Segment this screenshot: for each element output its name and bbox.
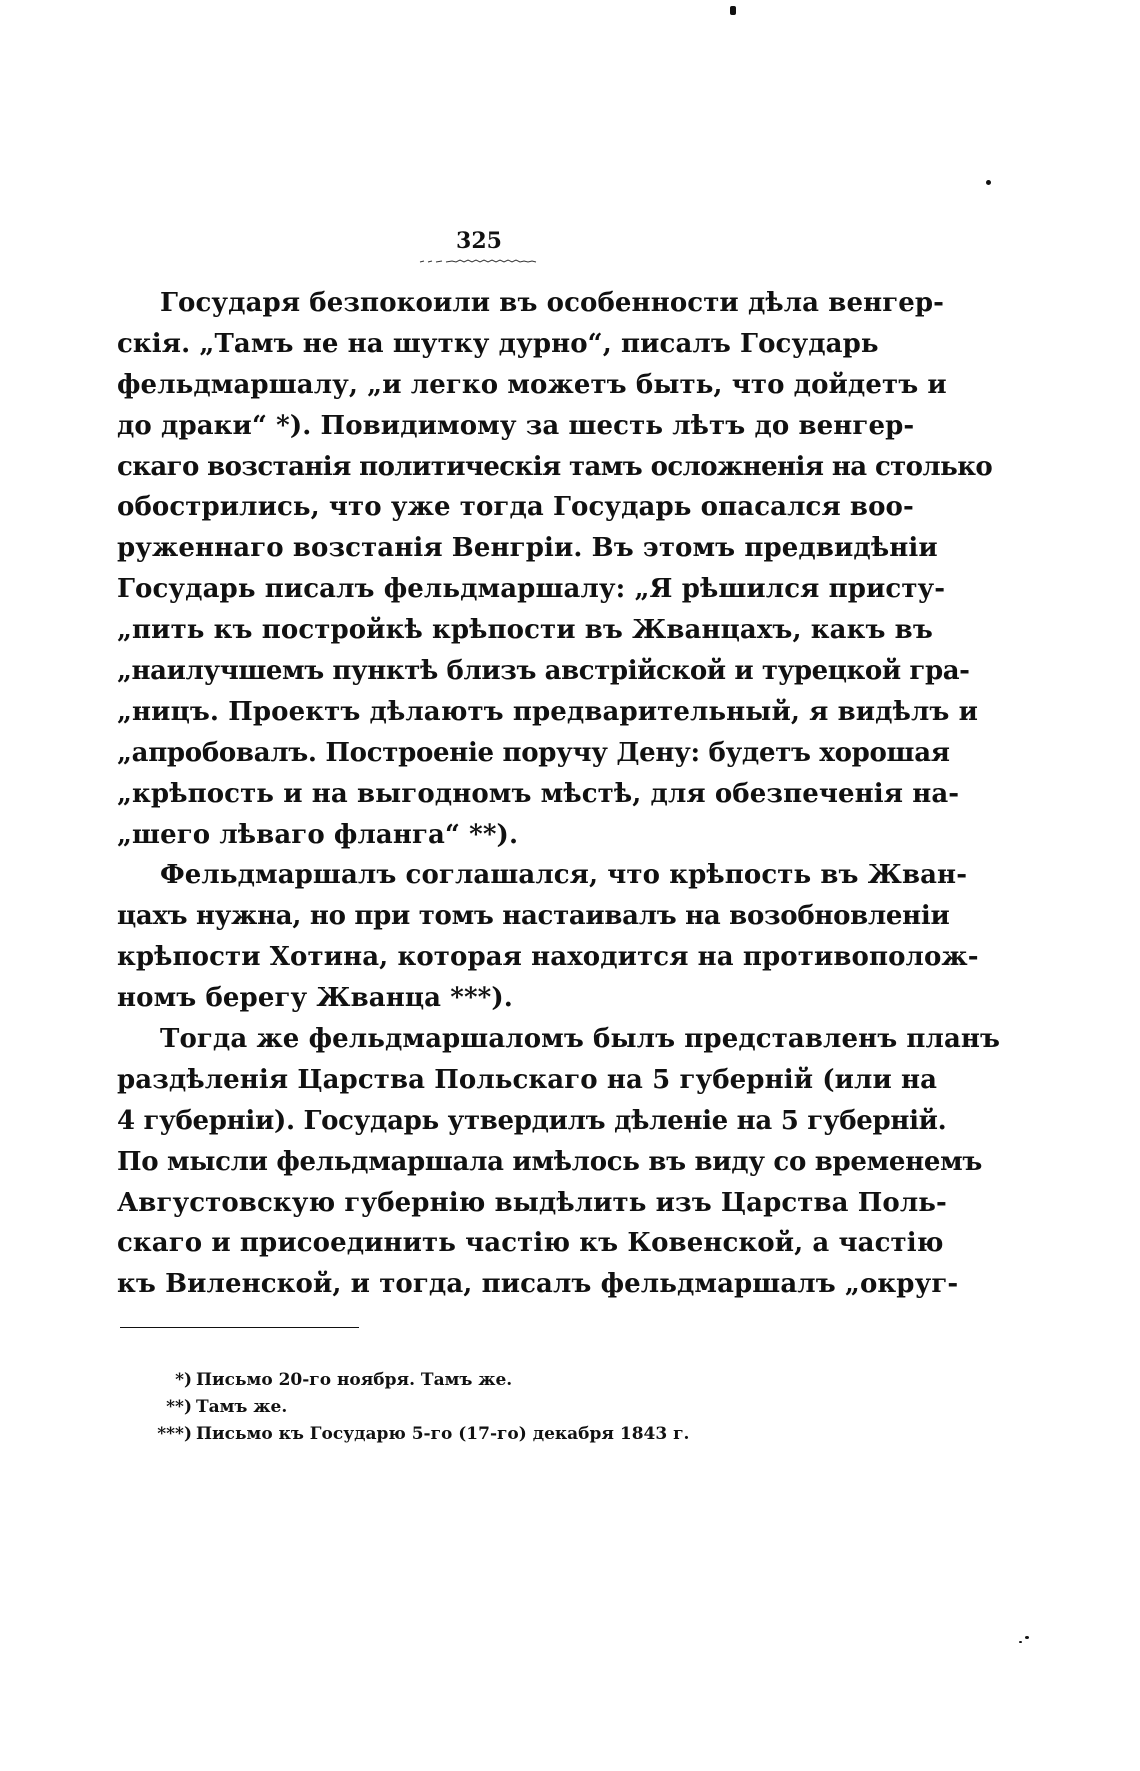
- text-line: Августовскую губернію выдѣлить изъ Царства Поль-: [117, 1187, 947, 1218]
- text-line: По мысли фельдмаршала имѣлось въ виду со временемъ: [117, 1146, 983, 1177]
- footnote-text: Письмо къ Государю 5-го (17-го) декабря 1843 г.: [196, 1424, 690, 1444]
- footnote: [130, 1394, 730, 1421]
- footnote-marker: ***): [157, 1424, 192, 1444]
- text-line: Государь писалъ фельдмаршалу: „Я рѣшился присту-: [117, 574, 946, 605]
- text-line: крѣпости Хотина, которая находится на противополож-: [117, 942, 979, 973]
- ink-dot: [1019, 1641, 1022, 1643]
- main-text: [117, 283, 1001, 1305]
- footnote-text: Тамъ же.: [196, 1397, 288, 1417]
- text-line: руженнаго возстанія Венгріи. Въ этомъ предвидѣніи: [117, 533, 938, 564]
- ink-mark: [730, 6, 736, 15]
- page-number-ornament: [418, 257, 540, 265]
- text-line: Фельдмаршалъ соглашался, что крѣпость въ Жван-: [160, 860, 968, 891]
- footnote-text: Письмо 20-го ноября. Тамъ же.: [196, 1370, 513, 1390]
- footnote-marker: **): [166, 1397, 192, 1417]
- text-line: обострились, что уже тогда Государь опасался воо-: [117, 492, 914, 523]
- footnote-marker: *): [175, 1370, 192, 1390]
- text-line: „крѣпость и на выгодномъ мѣстѣ, для обезпеченія на-: [117, 778, 960, 809]
- footnotes: [130, 1367, 730, 1448]
- text-line: „апробовалъ. Построеніе поручу Дену: будетъ хорошая: [117, 737, 950, 768]
- text-line: фельдмаршалу, „и легко можетъ быть, что дойдетъ и: [117, 369, 947, 400]
- text-line: до драки“ *). Повидимому за шесть лѣтъ до венгер-: [117, 410, 915, 441]
- footnote-separator: [120, 1327, 359, 1328]
- text-line: „пить къ постройкѣ крѣпости въ Жванцахъ, какъ въ: [117, 615, 933, 646]
- text-line: Государя безпокоили въ особенности дѣла венгер-: [160, 288, 945, 318]
- text-line: „шего лѣваго фланга“ **).: [117, 819, 519, 850]
- text-line: „ницъ. Проектъ дѣлаютъ предварительный, я видѣлъ и: [117, 696, 978, 727]
- page-number: 325: [456, 228, 502, 254]
- text-line: скаго возстанія политическія тамъ осложненія на столько: [117, 451, 993, 482]
- text-line: скія. „Тамъ не на шутку дурно“, писалъ Государь: [117, 328, 879, 359]
- text-line: „наилучшемъ пунктѣ близъ австрійской и турецкой гра-: [117, 656, 970, 687]
- ink-dot: [1025, 1636, 1029, 1639]
- text-line: раздѣленія Царства Польскаго на 5 губерній (или на: [117, 1064, 938, 1095]
- ink-dot: [986, 180, 991, 185]
- text-line: 4 губерніи). Государь утвердилъ дѣленіе на 5 губерній.: [117, 1105, 947, 1136]
- footnote: [130, 1367, 730, 1394]
- text-line: къ Виленской, и тогда, писалъ фельдмаршалъ „округ-: [117, 1269, 959, 1300]
- text-line: цахъ нужна, но при томъ настаивалъ на возобновленіи: [117, 901, 950, 932]
- text-line: номъ берегу Жванца ***).: [117, 983, 513, 1014]
- footnote: [130, 1421, 730, 1448]
- text-line: скаго и присоединить частію къ Ковенской, а частію: [117, 1228, 944, 1259]
- text-line: Тогда же фельдмаршаломъ былъ представленъ планъ: [160, 1024, 1001, 1055]
